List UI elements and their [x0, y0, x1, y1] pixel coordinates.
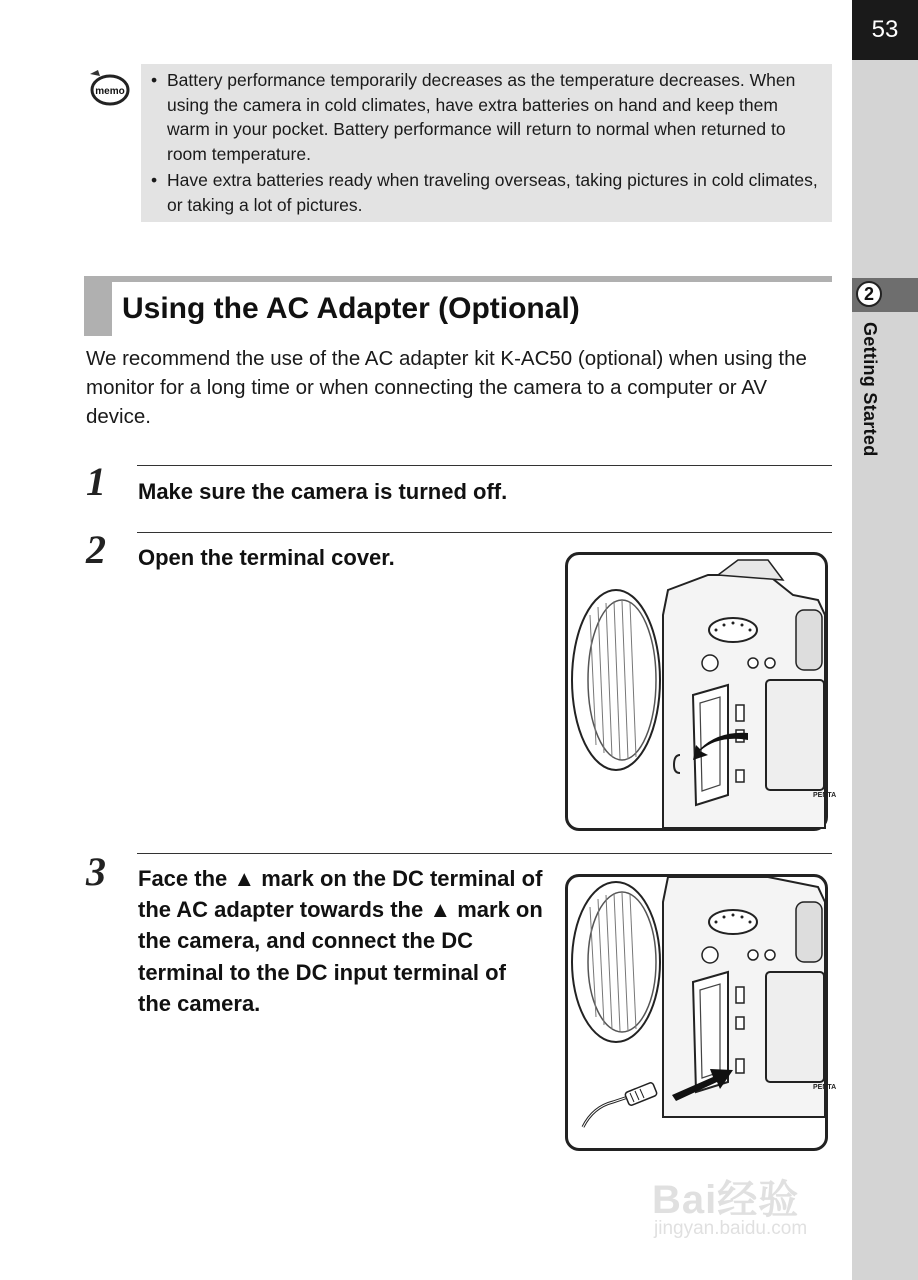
memo-item: • Battery performance temporarily decreases as the temperature decreases. When using the camera in cold climates, have extra batteries on hand and keep them warm in your pocket. Battery performance will return to normal when returned to room temperature. [151, 68, 818, 166]
figure-connect-dc-terminal [565, 874, 837, 1151]
step-text-3: Face the ▲ mark on the DC terminal of the AC adapter towards the ▲ mark on the camera, and connect the DC terminal to the DC input terminal of the camera. [138, 866, 543, 1016]
memo-item: • Have extra batteries ready when traveling overseas, taking pictures in cold climates, or taking a lot of pictures. [151, 168, 818, 217]
page-number: 53 [852, 0, 918, 60]
camera-illustration [568, 555, 837, 828]
step-divider [137, 532, 832, 533]
side-tab-strip [852, 0, 918, 1280]
step-text-1: Make sure the camera is turned off. [138, 479, 508, 504]
chapter-number: 2 [856, 281, 882, 307]
step-text-2: Open the terminal cover. [138, 545, 395, 570]
memo-icon-label: memo [95, 86, 125, 97]
section-intro: We recommend the use of the AC adapter kit K-AC50 (optional) when using the monitor for a long time or when connecting the camera to a computer or AV device. [86, 347, 807, 428]
brand-label: PENTA [813, 1084, 837, 1091]
chapter-title: Getting Started [860, 322, 880, 457]
memo-box [141, 64, 832, 222]
watermark-logo-text: Bai经验 [652, 1178, 800, 1222]
step-number-3: 3 [86, 849, 106, 894]
step-number-2: 2 [86, 527, 106, 572]
memo-icon [86, 68, 130, 108]
section-header [84, 276, 832, 336]
brand-label: PENTA [813, 792, 837, 799]
watermark-url: jingyan.baidu.com [654, 1218, 808, 1239]
watermark [640, 1160, 880, 1250]
step-divider [137, 853, 832, 854]
step-divider [137, 465, 832, 466]
step-number-1: 1 [86, 459, 106, 504]
figure-open-terminal-cover [565, 552, 837, 831]
section-title: Using the AC Adapter (Optional) [122, 292, 580, 325]
camera-illustration [568, 877, 837, 1148]
section-header-bar [84, 282, 112, 336]
